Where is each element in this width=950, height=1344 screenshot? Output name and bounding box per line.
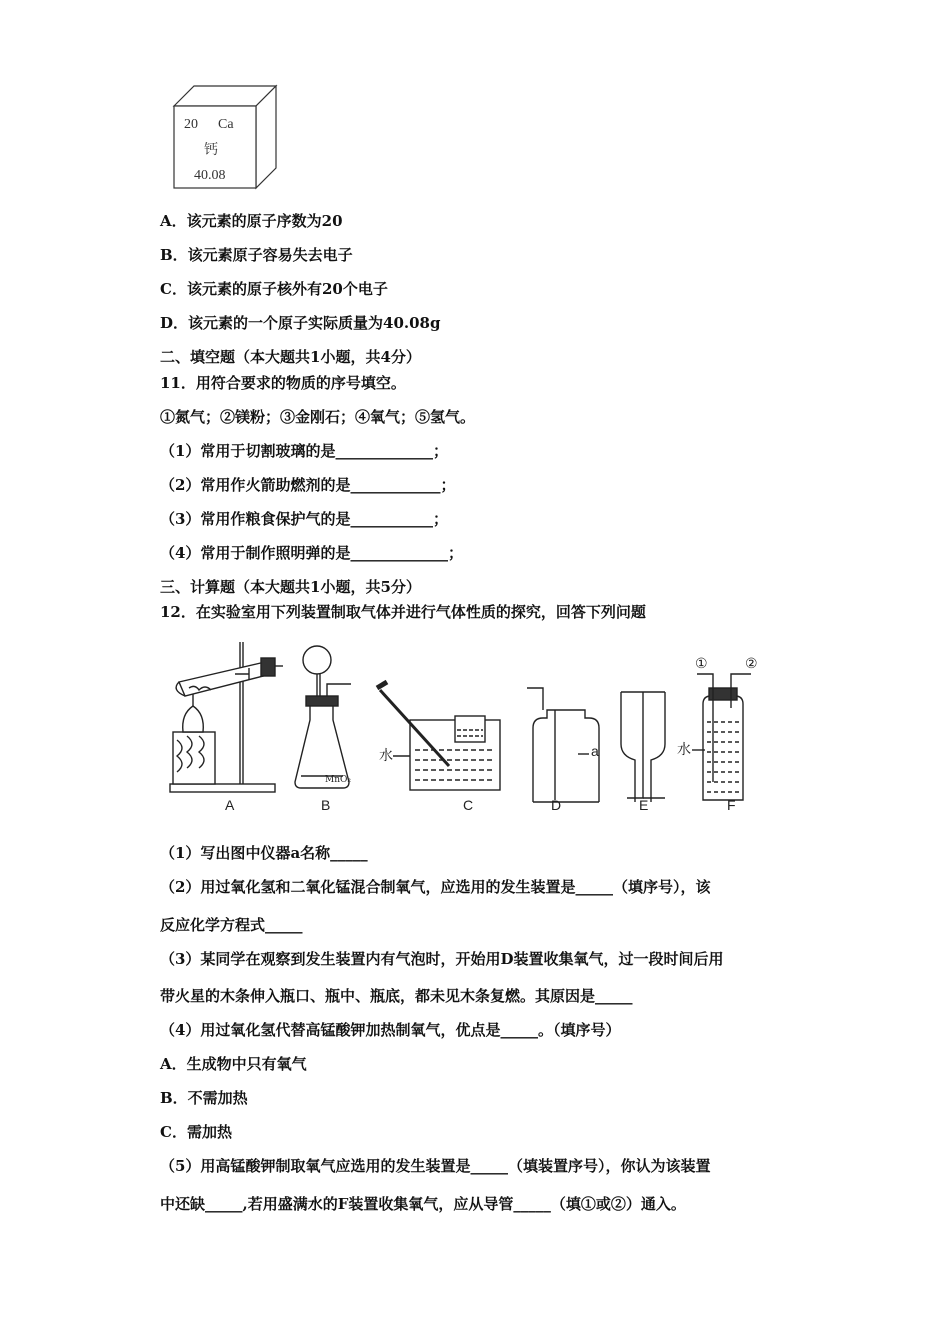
element-name: 钙 bbox=[204, 143, 218, 158]
q11-part-2: （2）常用作火箭助燃剂的是____________； bbox=[160, 476, 456, 494]
apparatus-label-e: E bbox=[639, 797, 649, 813]
q10-option-d: D．该元素的一个原子实际质量为40.08g bbox=[160, 314, 441, 332]
apparatus-e bbox=[621, 692, 665, 802]
q10-option-c: C．该元素的原子核外有20个电子 bbox=[160, 280, 388, 298]
q11-items: ①氮气；②镁粉；③金刚石；④氧气；⑤氢气。 bbox=[160, 408, 476, 426]
apparatus-label-d: D bbox=[551, 797, 562, 813]
water-label-c: 水 bbox=[379, 747, 393, 763]
q12-title: 12．在实验室用下列装置制取气体并进行气体性质的探究，回答下列问题 bbox=[160, 603, 646, 621]
q10-option-b: B．该元素原子容易失去电子 bbox=[160, 246, 353, 264]
apparatus-b bbox=[295, 646, 351, 788]
q12-part-5-cont: 中还缺_____,若用盛满水的F装置收集氧气，应从导管_____（填①或②）通入。 bbox=[160, 1195, 686, 1213]
q10-option-a: A．该元素的原子序数为20 bbox=[160, 212, 343, 230]
q12-part-2-cont: 反应化学方程式_____ bbox=[160, 916, 303, 934]
element-card bbox=[170, 84, 280, 190]
apparatus-label-b: B bbox=[321, 797, 331, 813]
q11-title: 11．用符合要求的物质的序号填空。 bbox=[160, 374, 406, 392]
apparatus-d bbox=[527, 688, 599, 802]
water-label-f: 水 bbox=[677, 741, 691, 757]
apparatus-c bbox=[377, 682, 500, 790]
apparatus-a bbox=[170, 642, 283, 792]
q11-part-1: （1）常用于切割玻璃的是_____________； bbox=[160, 442, 448, 460]
section2-heading: 二、填空题（本大题共1小题，共4分） bbox=[160, 348, 421, 366]
q12-part-2: （2）用过氧化氢和二氧化锰混合制氧气，应选用的发生装置是_____（填序号），该 bbox=[160, 878, 711, 896]
q12-option-b: B．不需加热 bbox=[160, 1089, 248, 1107]
svg-text:MnO₂: MnO₂ bbox=[325, 775, 351, 785]
tube-2-label: ② bbox=[745, 655, 758, 671]
element-mass: 40.08 bbox=[194, 168, 226, 183]
q12-part-3-cont: 带火星的木条伸入瓶口、瓶中、瓶底，都未见木条复燃。其原因是_____ bbox=[160, 987, 633, 1005]
q12-part-4: （4）用过氧化氢代替高锰酸钾加热制氧气，优点是_____。（填序号） bbox=[160, 1021, 621, 1039]
apparatus-label-f: F bbox=[727, 797, 736, 813]
element-number: 20 bbox=[184, 117, 198, 132]
apparatus-f bbox=[692, 674, 751, 800]
q11-part-3: （3）常用作粮食保护气的是___________； bbox=[160, 510, 448, 528]
section3-heading: 三、计算题（本大题共1小题，共5分） bbox=[160, 578, 421, 596]
q12-part-1: （1）写出图中仪器a名称_____ bbox=[160, 844, 368, 862]
tube-1-label: ① bbox=[695, 655, 708, 671]
q12-part-3: （3）某同学在观察到发生装置内有气泡时，开始用D装置收集氧气，过一段时间后用 bbox=[160, 950, 724, 968]
apparatus-label-a: A bbox=[225, 797, 235, 813]
q12-part-5: （5）用高锰酸钾制取氧气应选用的发生装置是_____（填装置序号），你认为该装置 bbox=[160, 1157, 711, 1175]
q12-option-a: A．生成物中只有氧气 bbox=[160, 1055, 307, 1073]
apparatus-label-c: C bbox=[463, 797, 474, 813]
instrument-a-label: a bbox=[591, 743, 599, 759]
lab-apparatus-figure bbox=[165, 632, 785, 822]
q12-option-c: C．需加热 bbox=[160, 1123, 232, 1141]
q11-part-4: （4）常用于制作照明弹的是_____________； bbox=[160, 544, 463, 562]
element-symbol: Ca bbox=[218, 117, 234, 132]
